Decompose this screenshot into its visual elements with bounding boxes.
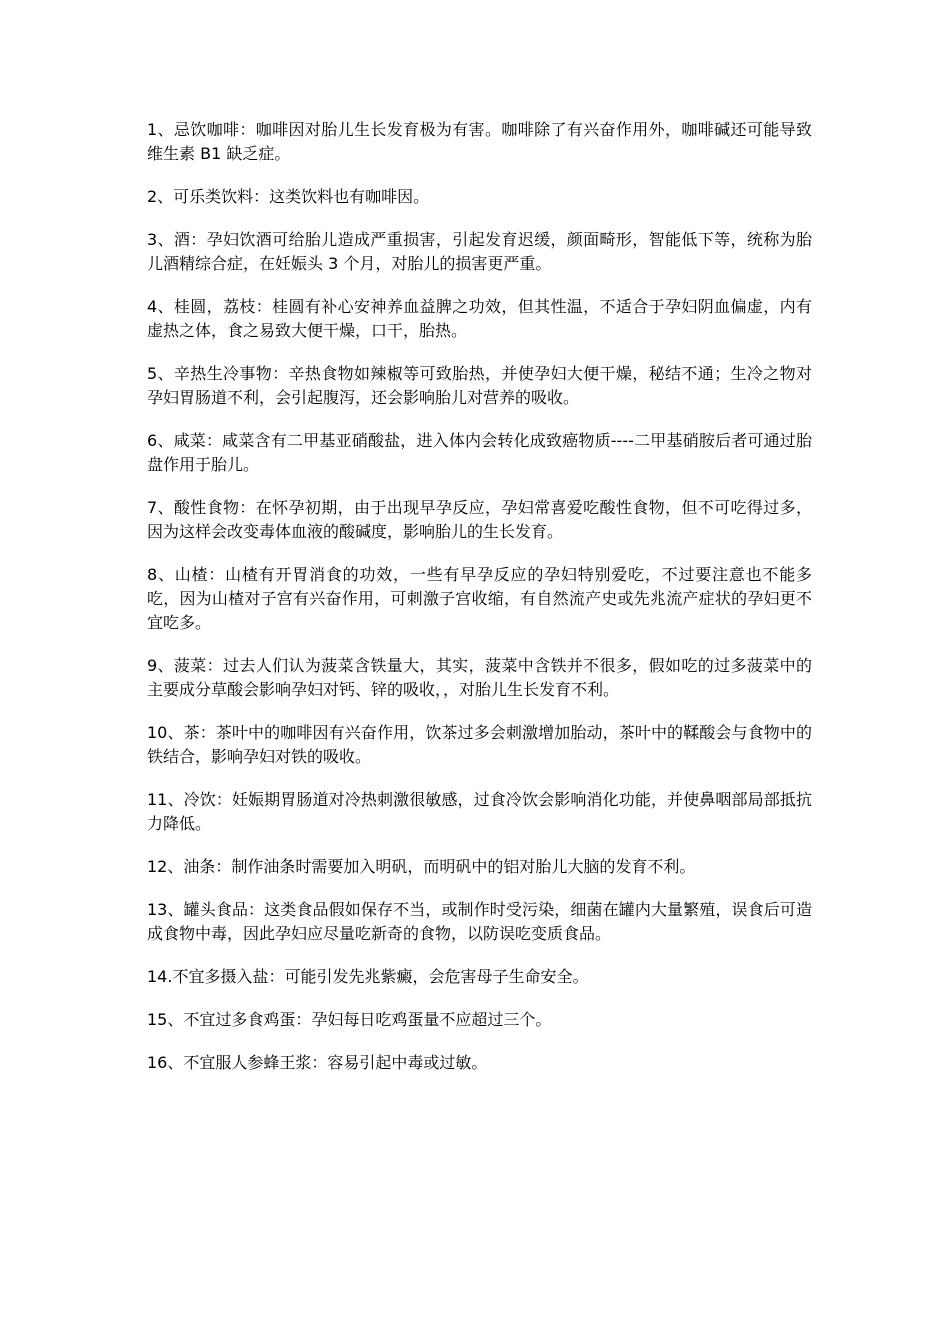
paragraph-7: 7、酸性食物：在怀孕初期，由于出现早孕反应，孕妇常喜爱吃酸性食物，但不可吃得过多，因为这样会改变毒体血液的酸碱度，影响胎儿的生长发育。 [147,498,812,541]
paragraph-16: 16、不宜服人参蜂王浆：容易引起中毒或过敏。 [147,1053,488,1072]
paragraph-2: 2、可乐类饮料：这类饮料也有咖啡因。 [147,187,430,206]
paragraph-5: 5、辛热生冷事物：辛热食物如辣椒等可致胎热，并使孕妇大便干燥，秘结不通；生冷之物对孕妇胃肠道不利，会引起腹泻，还会影响胎儿对营养的吸收。 [147,364,812,407]
paragraph-11: 11、冷饮：妊娠期胃肠道对冷热刺激很敏感，过食冷饮会影响消化功能，并使鼻咽部局部抵抗力降低。 [147,790,812,833]
document-body [147,118,812,1094]
paragraph-3: 3、酒：孕妇饮酒可给胎儿造成严重损害，引起发育迟缓，颜面畸形，智能低下等，统称为胎儿酒精综合症，在妊娠头 3 个月，对胎儿的损害更严重。 [147,230,812,273]
paragraph-8: 8、山楂：山楂有开胃消食的功效，一些有早孕反应的孕妇特别爱吃，不过要注意也不能多吃，因为山楂对子宫有兴奋作用，可刺激子宫收缩，有自然流产史或先兆流产症状的孕妇更不宜吃多。 [147,565,812,632]
paragraph-6: 6、咸菜：咸菜含有二甲基亚硝酸盐，进入体内会转化成致癌物质----二甲基硝胺后者可通过胎盘作用于胎儿。 [147,431,812,474]
paragraph-1: 1、忌饮咖啡：咖啡因对胎儿生长发育极为有害。咖啡除了有兴奋作用外，咖啡碱还可能导致维生素 B1 缺乏症。 [147,120,812,163]
paragraph-15: 15、不宜过多食鸡蛋：孕妇每日吃鸡蛋量不应超过三个。 [147,1010,552,1029]
paragraph-13: 13、罐头食品：这类食品假如保存不当，或制作时受污染，细菌在罐内大量繁殖，误食后可造成食物中毒，因此孕妇应尽量吃新奇的食物，以防误吃变质食品。 [147,900,812,943]
paragraph-12: 12、油条：制作油条时需要加入明矾，而明矾中的铝对胎儿大脑的发育不利。 [147,857,696,876]
paragraph-4: 4、桂圆，荔枝：桂圆有补心安神养血益脾之功效，但其性温，不适合于孕妇阴血偏虚，内有虚热之体，食之易致大便干燥，口干，胎热。 [147,297,812,340]
paragraph-10: 10、茶：茶叶中的咖啡因有兴奋作用，饮茶过多会刺激增加胎动，茶叶中的鞣酸会与食物中的铁结合，影响孕妇对铁的吸收。 [147,723,812,766]
paragraph-14: 14.不宜多摄入盐：可能引发先兆紫癜，会危害母子生命安全。 [147,967,589,986]
paragraph-9: 9、菠菜：过去人们认为菠菜含铁量大，其实，菠菜中含铁并不很多，假如吃的过多菠菜中的主要成分草酸会影响孕妇对钙、锌的吸收，，对胎儿生长发育不利。 [147,656,812,699]
